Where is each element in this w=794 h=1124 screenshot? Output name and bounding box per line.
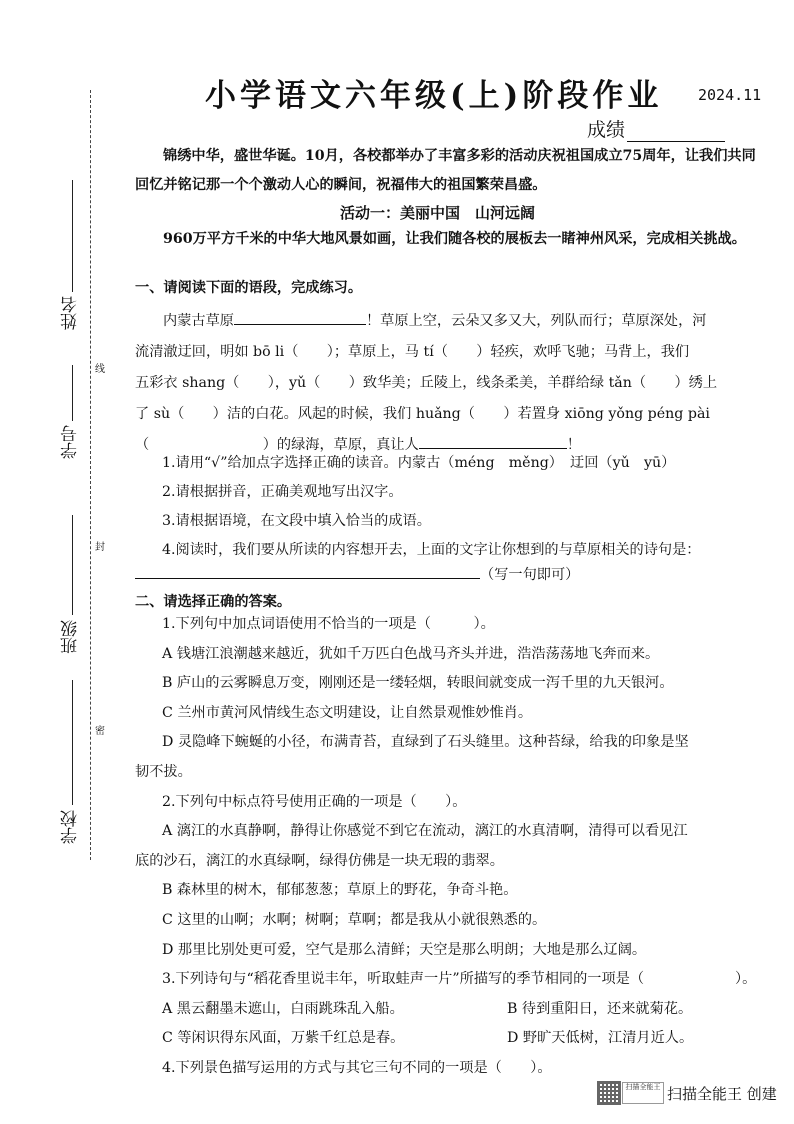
score-blank[interactable] — [627, 123, 725, 142]
section2-questions — [135, 610, 775, 1084]
s2-q3-options-row-1 — [135, 995, 775, 1025]
s2-q1-option-d: D 灵隐峰下蜿蜒的小径，布满青苔，直绿到了石头缝里。这种苔绿，给我的印象是坚 — [162, 734, 689, 751]
section2-heading: 二、请选择正确的答案。 — [135, 594, 292, 610]
seal-mark-feng: 封 — [95, 542, 105, 553]
school-label: 学校 — [61, 810, 81, 844]
section1-q1: 1.请用“√”给加点字选择正确的读音。内蒙古（méng měng） 迂回（yǔ yū） — [162, 455, 676, 471]
s2-q1-option-c: C 兰州市黄河风情线生态文明建设，让自然景观惟妙惟肖。 — [162, 704, 533, 721]
s2-q1-option-d-cont: 韧不拔。 — [135, 763, 192, 780]
scanner-watermark: 扫描全能王 创建 — [667, 1085, 777, 1103]
passage-line-4: 了 sù（ ）洁的白花。风起的时候，我们 huǎng（ ）若置身 xiōng yǒng péng pài — [135, 406, 710, 422]
name-label: 姓名 — [61, 296, 81, 330]
activity1-intro: 960万平方千米的中华大地风景如画，让我们随各校的展板去一睹神州风采，完成相关挑战。 — [163, 231, 746, 247]
passage-blank-1[interactable] — [234, 310, 366, 325]
s2-q3-option-c: C 等闲识得东风面，万紫千红总是春。 — [162, 1030, 405, 1047]
class-blank[interactable] — [72, 515, 73, 615]
s2-q3-option-a: A 黑云翻墨未遮山，白雨跳珠乱入船。 — [162, 1000, 404, 1017]
s2-q1-stem: 1.下列句中加点词语使用不恰当的一项是（ ）。 — [162, 616, 495, 632]
passage-blank-2[interactable] — [419, 434, 567, 449]
s2-q3-option-d: D 野旷天低树，江清月近人。 — [507, 1030, 694, 1047]
section1-passage — [135, 306, 770, 461]
seal-mark-xian: 线 — [95, 364, 105, 375]
qr-code-icon — [597, 1081, 621, 1105]
passage-line-1: 内蒙古草原 ！草原上空，云朵又多又大，列队而行；草原深处，河 — [135, 306, 770, 337]
activity1-title: 活动一：美丽中国 山河远阔 — [340, 204, 536, 222]
student-id-label: 学号 — [61, 425, 81, 459]
s2-q4-stem: 4.下列景色描写运用的方式与其它三句不同的一项是（ ）。 — [162, 1059, 552, 1076]
scanner-logo: 扫描全能王 — [622, 1082, 664, 1104]
s2-q2-option-c: C 这里的山啊；水啊；树啊；草啊；都是我从小就很熟悉的。 — [162, 911, 547, 928]
poem-answer-blank[interactable] — [135, 564, 480, 579]
name-blank[interactable] — [72, 180, 73, 292]
passage-line-5: （ ）的绿海，草原，真让人 ！ — [135, 430, 770, 461]
passage-line-2: 流清澈迂回，明如 bō li（ ）；草原上，马 tí（ ）轻疾，欢呼飞驰；马背上，我们 — [135, 344, 690, 360]
score-label: 成绩 — [587, 119, 626, 141]
s2-q3-options-row-2 — [135, 1024, 775, 1054]
binding-dashed-line — [90, 90, 91, 860]
section1-heading: 一、请阅读下面的语段，完成练习。 — [135, 280, 363, 296]
s2-q1-option-b: B 庐山的云雾瞬息万变，刚刚还是一缕轻烟，转眼间就变成一泻千里的九天银河。 — [162, 675, 674, 692]
s2-q2-option-a-cont: 底的沙石，漓江的水真绿啊，绿得仿佛是一块无瑕的翡翠。 — [135, 852, 504, 869]
school-blank[interactable] — [72, 680, 73, 805]
section1-q3: 3.请根据语境，在文段中填入恰当的成语。 — [162, 513, 431, 529]
s2-q3-stem: 3.下列诗句与“稻花香里说丰年，听取蛙声一片”所描写的季节相同的一项是（ ）。 — [162, 971, 757, 988]
intro-paragraph: 锦绣中华，盛世华诞。10月，各校都举办了丰富多彩的活动庆祝祖国成立75周年，让我们共同回忆并铭记那一个个激动人心的瞬间，祝福伟大的祖国繁荣昌盛。 — [135, 148, 756, 193]
score-field — [587, 115, 725, 142]
page-title: 小学语文六年级(上)阶段作业 — [205, 78, 663, 114]
s2-q3-option-b: B 待到重阳日，还来就菊花。 — [507, 1000, 693, 1017]
section1-q2: 2.请根据拼音，正确美观地写出汉字。 — [162, 484, 403, 500]
date: 2024.11 — [698, 86, 762, 104]
s2-q2-option-a: A 漓江的水真静啊，静得让你感觉不到它在流动，漓江的水真清啊，清得可以看见江 — [162, 823, 688, 840]
s2-q2-stem: 2.下列句中标点符号使用正确的一项是（ ）。 — [162, 793, 467, 810]
s2-q1-option-a: A 钱塘江浪潮越来越近，犹如千万匹白色战马齐头并进，浩浩荡荡地飞奔而来。 — [162, 645, 660, 662]
s2-q2-option-d: D 那里比别处更可爱，空气是那么清鲜；天空是那么明朗；大地是那么辽阔。 — [162, 941, 647, 958]
passage-line-3: 五彩衣 shang（ ），yǔ（ ）致华美；丘陵上，线条柔美，羊群给绿 tǎn（ ）绣上 — [135, 375, 718, 391]
seal-mark-mi: 密 — [95, 726, 105, 737]
section1-q4-answer-row: （写一句即可） — [135, 561, 579, 590]
class-label: 班级 — [61, 620, 81, 654]
student-id-blank[interactable] — [72, 365, 73, 421]
s2-q2-option-b: B 森林里的树木，郁郁葱葱；草原上的野花，争奇斗艳。 — [162, 882, 518, 899]
section1-q4: 4.阅读时，我们要从所读的内容想开去，上面的文字让你想到的与草原相关的诗句是： — [162, 542, 701, 558]
